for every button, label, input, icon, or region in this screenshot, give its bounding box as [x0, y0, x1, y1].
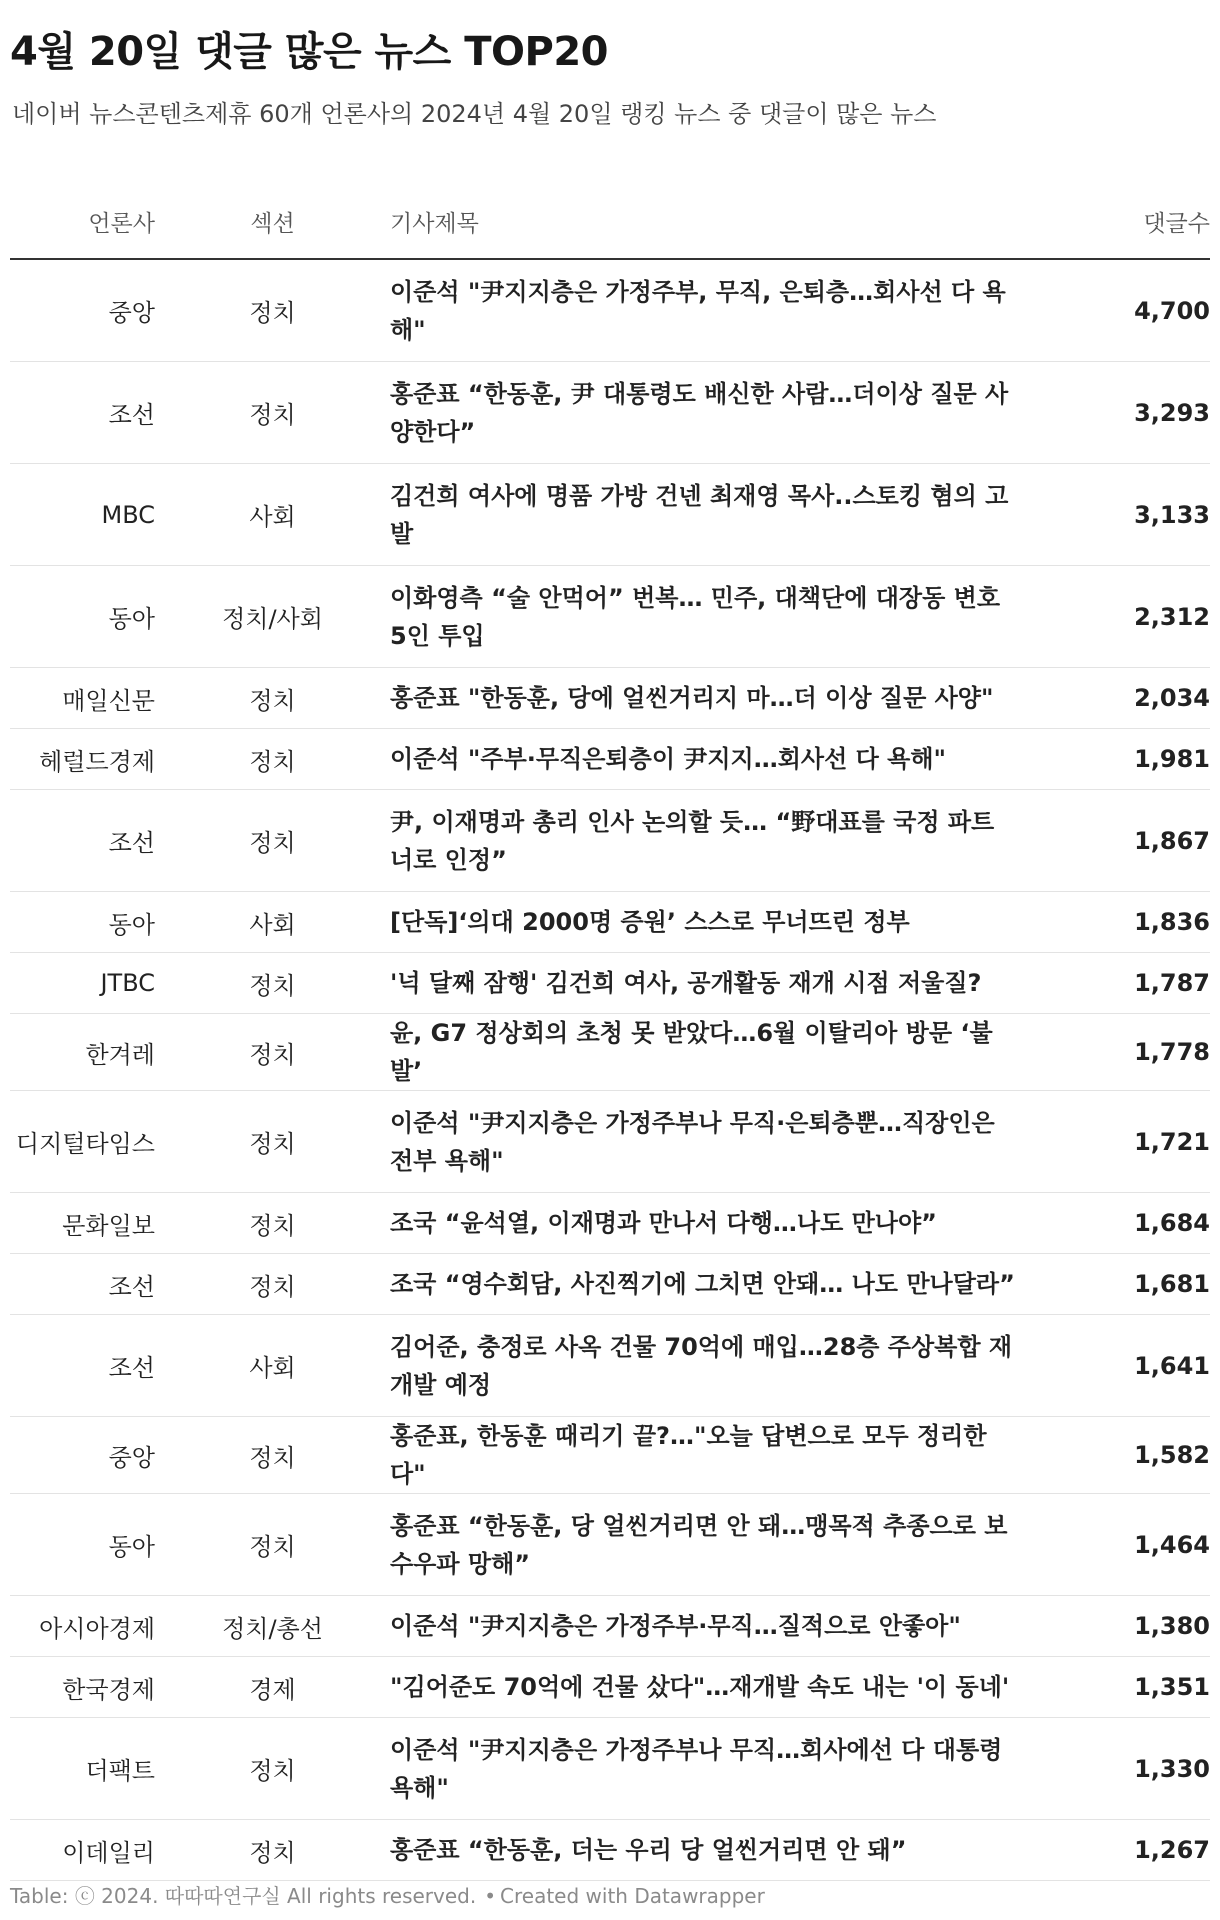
article-title-cell: 이준석 "주부·무직은퇴층이 尹지지…회사선 다 욕해"	[390, 729, 1020, 790]
table-body	[10, 259, 1210, 1881]
section-cell: 정치	[155, 259, 390, 362]
comment-count-cell: 1,867	[1020, 790, 1210, 892]
column-header-section[interactable]: 섹션	[155, 166, 390, 259]
article-title-cell: '넉 달째 잠행' 김건희 여사, 공개활동 재개 시점 저울질?	[390, 953, 1020, 1014]
article-title-cell: 이준석 "尹지지층은 가정주부나 무직…회사에선 다 대통령 욕해"	[390, 1718, 1020, 1820]
table-row	[10, 259, 1210, 362]
header-row	[10, 166, 1210, 259]
comment-count-cell: 1,684	[1020, 1193, 1210, 1254]
table-row	[10, 566, 1210, 668]
article-title-cell: 尹, 이재명과 총리 인사 논의할 듯… “野대표를 국정 파트너로 인정”	[390, 790, 1020, 892]
section-cell: 정치	[155, 1494, 390, 1596]
section-cell: 사회	[155, 892, 390, 953]
comment-count-cell: 1,787	[1020, 953, 1210, 1014]
section-cell: 정치/사회	[155, 566, 390, 668]
comment-count-cell: 1,681	[1020, 1254, 1210, 1315]
table-row	[10, 790, 1210, 892]
section-cell: 정치	[155, 1193, 390, 1254]
table-row	[10, 1657, 1210, 1718]
table-row	[10, 1596, 1210, 1657]
article-title-cell: 김어준, 충정로 사옥 건물 70억에 매입…28층 주상복합 재개발 예정	[390, 1315, 1020, 1417]
comment-count-cell: 1,778	[1020, 1014, 1210, 1091]
section-cell: 정치	[155, 729, 390, 790]
section-cell: 정치	[155, 953, 390, 1014]
article-title-cell: 이준석 "尹지지층은 가정주부나 무직·은퇴층뿐…직장인은 전부 욕해"	[390, 1091, 1020, 1193]
section-cell: 정치	[155, 362, 390, 464]
comment-count-cell: 1,351	[1020, 1657, 1210, 1718]
article-title-cell: 홍준표 “한동훈, 당 얼씬거리면 안 돼…맹목적 추종으로 보수우파 망해”	[390, 1494, 1020, 1596]
press-cell: 동아	[10, 892, 155, 953]
press-cell: 동아	[10, 566, 155, 668]
table-row	[10, 892, 1210, 953]
footer-source: Table: ⓒ 2024. 따따따연구실 All rights reserved.	[10, 1884, 477, 1908]
news-table	[10, 166, 1210, 1881]
table-row	[10, 1193, 1210, 1254]
press-cell: 헤럴드경제	[10, 729, 155, 790]
press-cell: 디지털타임스	[10, 1091, 155, 1193]
press-cell: 아시아경제	[10, 1596, 155, 1657]
article-title-cell: 이준석 "尹지지층은 가정주부, 무직, 은퇴층…회사선 다 욕해"	[390, 259, 1020, 362]
article-title-cell: 이화영측 “술 안먹어” 번복… 민주, 대책단에 대장동 변호 5인 투입	[390, 566, 1020, 668]
section-cell: 사회	[155, 1315, 390, 1417]
table-row	[10, 362, 1210, 464]
table-row	[10, 729, 1210, 790]
article-title-cell: 조국 “윤석열, 이재명과 만나서 다행…나도 만나야”	[390, 1193, 1020, 1254]
press-cell: 동아	[10, 1494, 155, 1596]
table-row	[10, 1494, 1210, 1596]
table-row	[10, 1315, 1210, 1417]
comment-count-cell: 4,700	[1020, 259, 1210, 362]
comment-count-cell: 1,641	[1020, 1315, 1210, 1417]
comment-count-cell: 2,312	[1020, 566, 1210, 668]
article-title-cell: 조국 “영수회담, 사진찍기에 그치면 안돼… 나도 만나달라”	[390, 1254, 1020, 1315]
footer-credit	[10, 1880, 765, 1909]
column-header-press[interactable]: 언론사	[10, 166, 155, 259]
comment-count-cell: 1,330	[1020, 1718, 1210, 1820]
press-cell: 조선	[10, 362, 155, 464]
table-header	[10, 166, 1210, 259]
article-title-cell: 윤, G7 정상회의 초청 못 받았다…6월 이탈리아 방문 ‘불발’	[390, 1014, 1020, 1091]
article-title-cell: "김어준도 70억에 건물 샀다"…재개발 속도 내는 '이 동네'	[390, 1657, 1020, 1718]
section-cell: 정치/총선	[155, 1596, 390, 1657]
column-header-title[interactable]: 기사제목	[390, 166, 1020, 259]
press-cell: 더팩트	[10, 1718, 155, 1820]
press-cell: 중앙	[10, 1417, 155, 1494]
comment-count-cell: 1,582	[1020, 1417, 1210, 1494]
section-cell: 정치	[155, 1254, 390, 1315]
comment-count-cell: 2,034	[1020, 668, 1210, 729]
footer-separator: •	[484, 1884, 497, 1908]
press-cell: 중앙	[10, 259, 155, 362]
press-cell: 한겨레	[10, 1014, 155, 1091]
table-row	[10, 953, 1210, 1014]
comment-count-cell: 1,721	[1020, 1091, 1210, 1193]
section-cell: 정치	[155, 790, 390, 892]
datawrapper-link[interactable]: Created with Datawrapper	[500, 1884, 765, 1908]
table-row	[10, 1820, 1210, 1881]
press-cell: 한국경제	[10, 1657, 155, 1718]
article-title-cell: 이준석 "尹지지층은 가정주부·무직…질적으로 안좋아"	[390, 1596, 1020, 1657]
page-title: 4월 20일 댓글 많은 뉴스 TOP20	[10, 29, 609, 75]
section-cell: 정치	[155, 1417, 390, 1494]
table-row	[10, 1091, 1210, 1193]
press-cell: 이데일리	[10, 1820, 155, 1881]
column-header-comments[interactable]: 댓글수	[1020, 166, 1210, 259]
article-title-cell: 김건희 여사에 명품 가방 건넨 최재영 목사..스토킹 혐의 고발	[390, 464, 1020, 566]
article-title-cell: 홍준표 “한동훈, 더는 우리 당 얼씬거리면 안 돼”	[390, 1820, 1020, 1881]
press-cell: 문화일보	[10, 1193, 155, 1254]
article-title-cell: [단독]‘의대 2000명 증원’ 스스로 무너뜨린 정부	[390, 892, 1020, 953]
comment-count-cell: 1,464	[1020, 1494, 1210, 1596]
article-title-cell: 홍준표, 한동훈 때리기 끝?…"오늘 답변으로 모두 정리한다"	[390, 1417, 1020, 1494]
table-row	[10, 1254, 1210, 1315]
section-cell: 정치	[155, 1718, 390, 1820]
comment-count-cell: 1,836	[1020, 892, 1210, 953]
section-cell: 정치	[155, 1820, 390, 1881]
section-cell: 사회	[155, 464, 390, 566]
table-row	[10, 464, 1210, 566]
table-row	[10, 1417, 1210, 1494]
press-cell: 조선	[10, 790, 155, 892]
page-subtitle: 네이버 뉴스콘텐츠제휴 60개 언론사의 2024년 4월 20일 랭킹 뉴스 중 댓글이 많은 뉴스	[12, 100, 937, 128]
comment-count-cell: 1,267	[1020, 1820, 1210, 1881]
comment-count-cell: 1,380	[1020, 1596, 1210, 1657]
press-cell: 조선	[10, 1254, 155, 1315]
press-cell: MBC	[10, 464, 155, 566]
table-row	[10, 1014, 1210, 1091]
section-cell: 정치	[155, 1091, 390, 1193]
table-row	[10, 668, 1210, 729]
press-cell: 매일신문	[10, 668, 155, 729]
section-cell: 경제	[155, 1657, 390, 1718]
comment-count-cell: 1,981	[1020, 729, 1210, 790]
section-cell: 정치	[155, 668, 390, 729]
article-title-cell: 홍준표 "한동훈, 당에 얼씬거리지 마…더 이상 질문 사양"	[390, 668, 1020, 729]
table-row	[10, 1718, 1210, 1820]
comment-count-cell: 3,133	[1020, 464, 1210, 566]
section-cell: 정치	[155, 1014, 390, 1091]
article-title-cell: 홍준표 “한동훈, 尹 대통령도 배신한 사람…더이상 질문 사양한다”	[390, 362, 1020, 464]
press-cell: JTBC	[10, 953, 155, 1014]
press-cell: 조선	[10, 1315, 155, 1417]
comment-count-cell: 3,293	[1020, 362, 1210, 464]
